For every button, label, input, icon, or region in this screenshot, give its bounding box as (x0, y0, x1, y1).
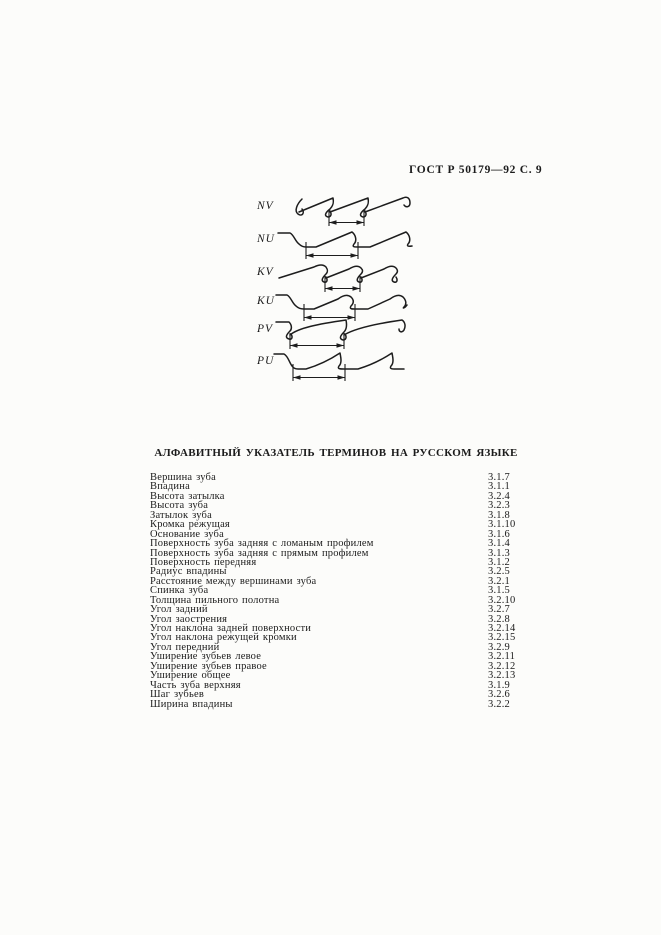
tooth-profile-path (278, 232, 412, 247)
profile-type-label: NU (257, 233, 275, 245)
term-label: Затылок зуба (150, 509, 212, 521)
term-label: Поверхность передняя (150, 556, 257, 568)
index-row (150, 473, 530, 482)
term-ref: 3.1.6 (488, 528, 510, 540)
term-label: Основание зуба (150, 528, 224, 540)
term-label: Уширение зубьев левое (150, 651, 262, 663)
term-ref: 3.2.8 (488, 613, 510, 625)
term-ref: 3.2.4 (488, 490, 510, 502)
term-ref: 3.1.4 (488, 538, 510, 550)
term-label: Часть зуба верхняя (150, 679, 241, 691)
term-ref: 3.2.7 (488, 604, 510, 616)
term-ref: 3.1.9 (488, 679, 510, 691)
tooth-profile-drawing-pv (266, 318, 416, 352)
index-row (150, 681, 530, 690)
profile-type-label: KV (257, 266, 274, 278)
term-ref: 3.1.2 (488, 556, 510, 568)
term-ref: 3.2.5 (488, 566, 510, 578)
term-label: Ширина впадины (150, 698, 233, 710)
dimension-arrow (306, 242, 358, 259)
tooth-profile-diagrams (256, 195, 428, 395)
term-label: Поверхность зуба задняя с прямым профилем (150, 547, 369, 559)
term-ref: 3.2.3 (488, 500, 510, 512)
tooth-profile-drawing-pu (266, 350, 416, 384)
term-ref: 3.2.15 (488, 632, 516, 644)
term-label: Впадина (150, 481, 190, 493)
term-ref: 3.1.5 (488, 585, 510, 597)
dimension-arrow (290, 333, 344, 349)
term-ref: 3.2.13 (488, 670, 516, 682)
term-ref: 3.1.7 (488, 472, 510, 483)
dimension-arrow (293, 364, 345, 381)
term-ref: 3.2.6 (488, 689, 510, 701)
diagram-row-nu (256, 228, 428, 262)
page-header: ГОСТ Р 50179—92 С. 9 (409, 164, 543, 176)
index-title: АЛФАВИТНЫЙ УКАЗАТЕЛЬ ТЕРМИНОВ НА РУССКОМ ЯЗЫКЕ (154, 447, 518, 459)
diagram-row-pu (256, 350, 428, 384)
tooth-profile-path (276, 320, 405, 340)
tooth-profile-drawing-nu (266, 228, 416, 262)
term-label: Толщина пильного полотна (150, 594, 280, 606)
term-ref: 3.1.8 (488, 509, 510, 521)
dimension-arrow (329, 210, 364, 226)
term-ref: 3.2.2 (488, 698, 510, 710)
tooth-profile-drawing-nv (266, 195, 416, 229)
term-label: Кромка режущая (150, 519, 230, 531)
tooth-profile-path (276, 295, 407, 309)
term-label: Угол наклона задней поверхности (150, 623, 312, 634)
term-ref: 3.2.12 (488, 660, 516, 672)
diagram-row-nv (256, 195, 428, 229)
term-ref: 3.1.1 (488, 481, 510, 493)
term-ref: 3.2.14 (488, 623, 516, 634)
term-label: Спинка зуба (150, 585, 209, 597)
term-label: Высота зуба (150, 500, 209, 512)
term-ref: 3.2.11 (488, 651, 516, 663)
profile-type-label: PU (257, 355, 275, 367)
term-label: Вершина зуба (150, 472, 216, 483)
term-label: Угол наклона режущей кромки (150, 632, 297, 644)
term-ref: 3.1.3 (488, 547, 510, 559)
term-label: Уширение общее (150, 670, 231, 682)
tooth-profile-path (296, 197, 410, 217)
term-label: Радиус впадины (150, 566, 227, 578)
term-label: Поверхность зуба задняя с ломаным профилем (150, 538, 374, 550)
profile-type-label: KU (257, 295, 275, 307)
term-label: Высота затылка (150, 490, 225, 502)
term-label: Угол передний (150, 641, 220, 653)
term-label: Шаг зубьев (150, 689, 204, 701)
term-ref: 3.2.9 (488, 641, 510, 653)
term-ref: 3.2.10 (488, 594, 516, 606)
term-ref: 3.2.1 (488, 575, 510, 587)
index-list (150, 473, 530, 709)
term-label: Уширение зубьев правое (150, 660, 267, 672)
diagram-row-pv (256, 318, 428, 352)
term-ref: 3.1.10 (488, 519, 516, 531)
term-label: Расстояние между вершинами зуба (150, 575, 317, 587)
profile-type-label: NV (257, 200, 274, 212)
index-row (150, 700, 530, 709)
term-label: Угол заострения (150, 613, 228, 625)
tooth-profile-path (279, 265, 398, 282)
profile-type-label: PV (257, 323, 274, 335)
term-label: Угол задний (150, 604, 208, 616)
